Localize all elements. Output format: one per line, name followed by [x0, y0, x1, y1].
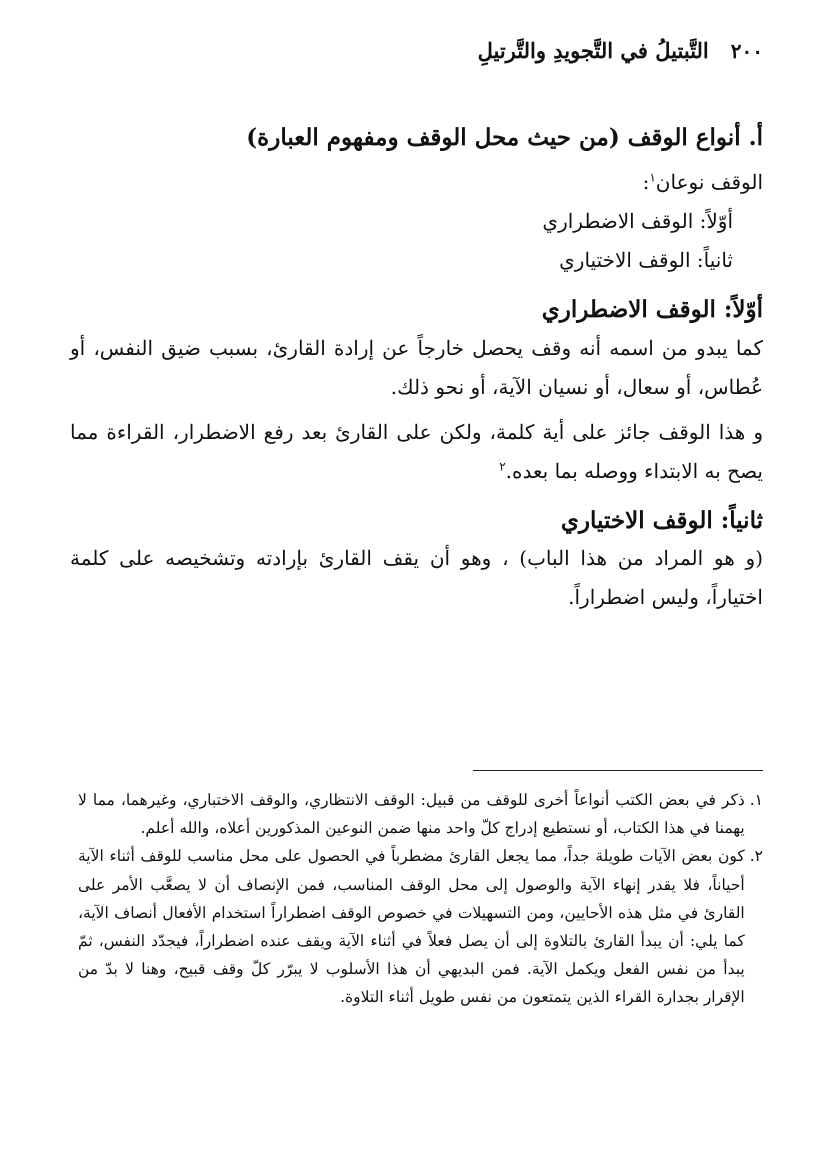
running-title: التَّبتيلُ في التَّجويدِ والتَّرتيلِ — [477, 38, 709, 63]
intro-line — [70, 163, 763, 202]
forced-paragraph-2-text: و هذا الوقف جائز على أية كلمة، ولكن على القارئ بعد رفع الاضطرار، القراءة مما يصح به الابتداء ووصله بما بعده. — [70, 419, 763, 483]
footnote-number: ١. — [749, 791, 763, 809]
footnote-text: كون بعض الآيات طويلة جداً، مما يجعل القارئ مضطرباً في الحصول على محل مناسب للوقف أثناء الآية أحياناً، فلا يقدر إنهاء الآية والوصول إلى محل الوقف المناسب، فمن الإنصاف أن لا يصعَّب الأمر على القارئ في مثل هذه الأحايين، ومن التسهيلات في خصوص الوقف اضطراراً استخدام الأفعال أنصاف الآية، كما يلي: أن يبدأ القارئ بالتلاوة إلى أن يصل فعلاً في أثناء الآية ويقف عنده اضطراراً، فيجدّد النفس، ثمّ يبدأ من نفس الفعل ويكمل الآية. فمن البديهي أن هذا الأسلوب لا يبرّر كلّ وقف قبيح، وهنا لا بدّ من الإقرار بجدارة القراء الذين يتمتعون من نفس طويل أثناء التلاوة. — [78, 847, 745, 1007]
footnote-number: ٢. — [749, 847, 763, 866]
footnote — [78, 786, 763, 842]
section-heading: أ. أنواع الوقف (من حيث محل الوقف ومفهوم العبارة) — [246, 124, 763, 151]
footnote-divider — [473, 770, 763, 771]
footnote-text: ذكر في بعض الكتب أنواعاً أخرى للوقف من قبيل: الوقف الانتظاري، والوقف الاختباري، وغيرهما، مما لا يهمنا في هذا الكتاب، أو نستطيع إدراج كلّ واحد منها ضمن النوعين المذكورين أعلاه، والله أعلم. — [78, 791, 745, 838]
main-content — [70, 120, 763, 617]
forced-paragraph-1: كما يبدو من اسمه أنه وقف يحصل خارجاً عن إرادة القارئ، بسبب ضيق النفس، أو عُطاس، أو سعال، أو نسيان الآية، أو نحو ذلك. — [70, 335, 763, 399]
list-item: أوّلاً: الوقف الاضطراري — [542, 208, 733, 233]
optional-stop-heading: ثانياً: الوقف الاختياري — [560, 506, 763, 534]
page-number: ٢٠٠ — [730, 39, 763, 63]
footnotes — [78, 786, 763, 1012]
footnote — [78, 842, 763, 1011]
forced-paragraph-2 — [70, 413, 763, 491]
footnote-ref-1: ١ — [649, 170, 656, 185]
forced-stop-heading: أوّلاً: الوقف الاضطراري — [541, 295, 763, 323]
intro-colon: : — [642, 169, 650, 194]
list-item: ثانياً: الوقف الاختياري — [559, 247, 733, 272]
intro-text: الوقف نوعان — [655, 169, 763, 194]
page-header — [90, 38, 763, 63]
optional-paragraph: (و هو المراد من هذا الباب) ، وهو أن يقف القارئ بإرادته وتشخيصه على كلمة اختياراً، وليس اضطراراً. — [70, 546, 763, 610]
footnote-ref-2: ٢ — [499, 458, 506, 473]
